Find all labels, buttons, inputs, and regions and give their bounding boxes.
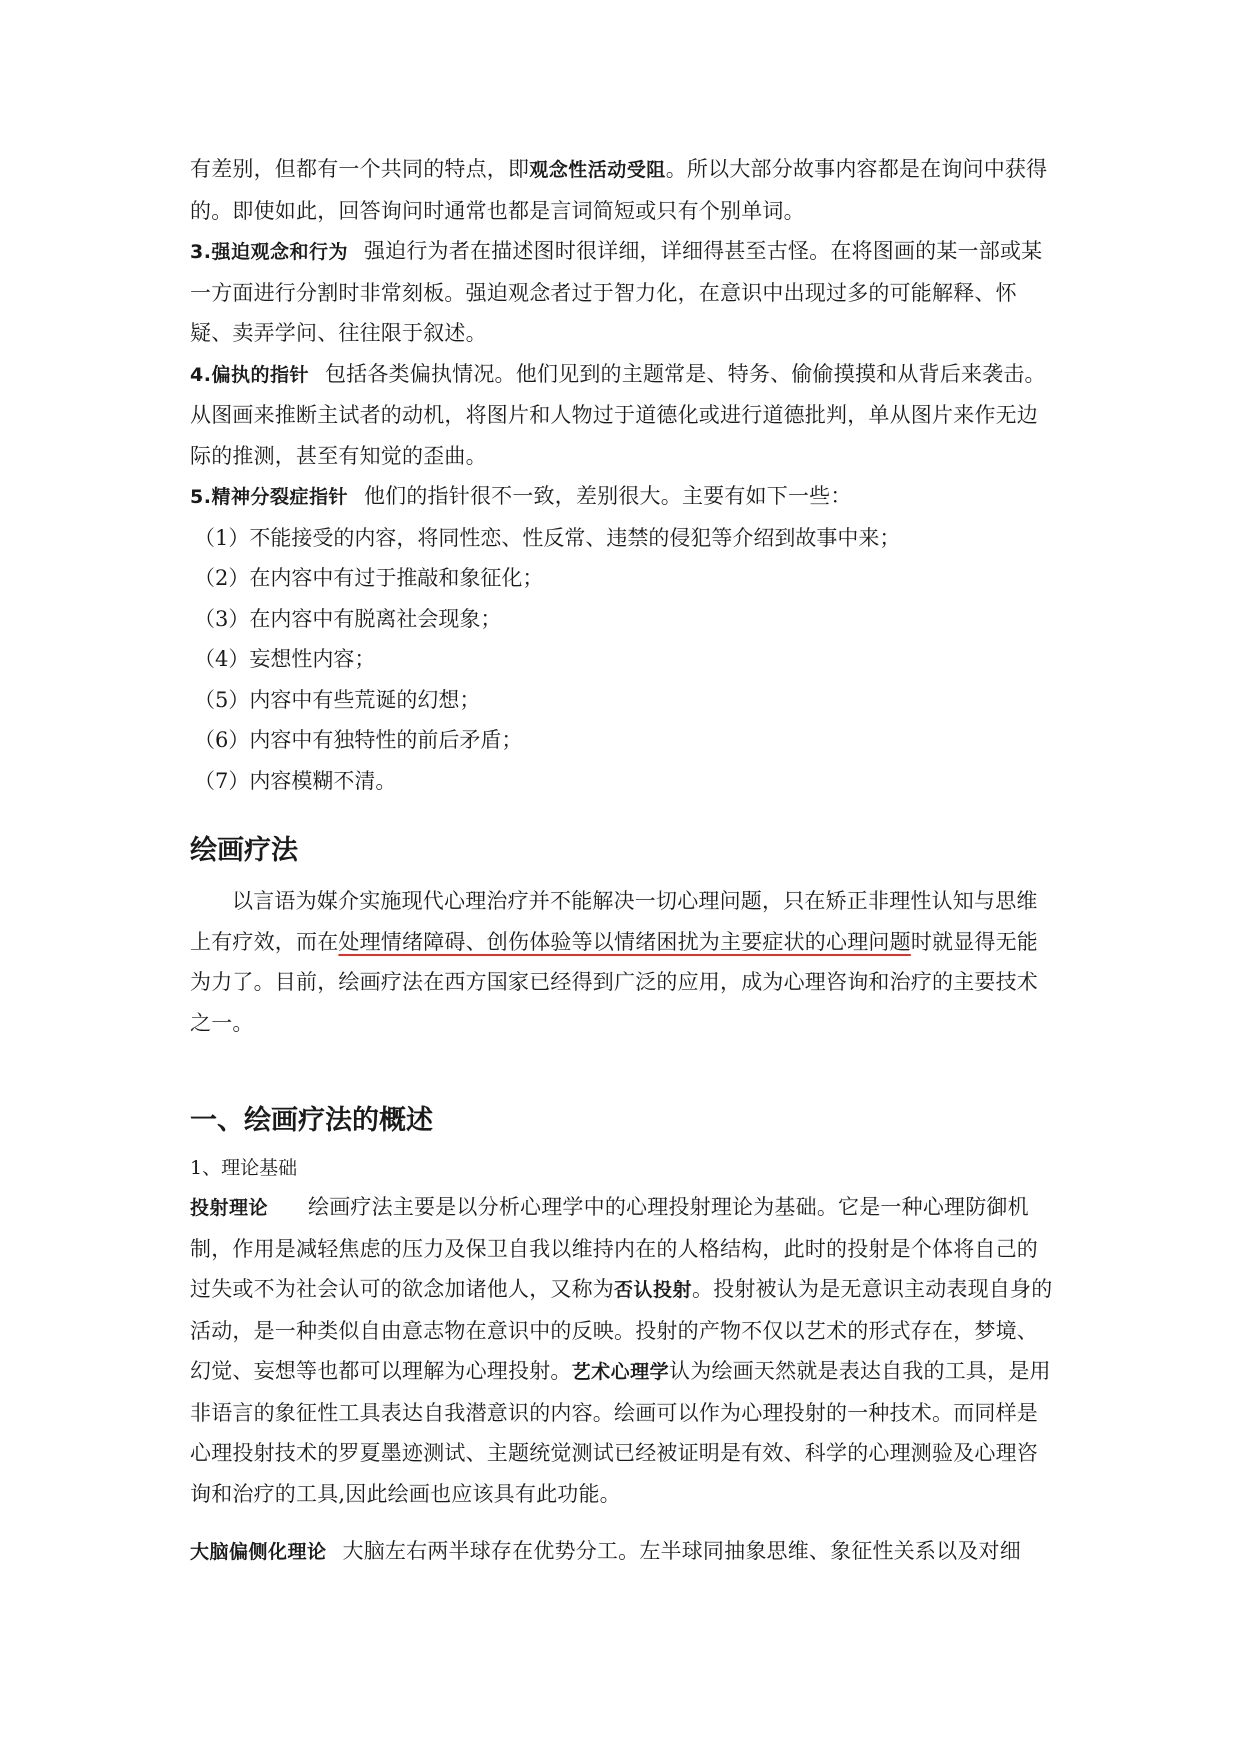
text: 以言语为媒介实施现代心理治疗并不能解决一切心理问题，只在矫正非理性认知与思维上有疗效，而在 xyxy=(190,889,1038,954)
text: 。所以大部分故事内容都是在询问中获得的。即使如此，回答询问时通常也都是言词简短或只有个别单词。 xyxy=(190,157,1048,223)
paragraph-lead: 3.强迫观念和行为 xyxy=(190,241,348,263)
list-item: （6）内容中有独特性的前后矛盾； xyxy=(194,728,523,752)
list-item: （2）在内容中有过于推敲和象征化； xyxy=(194,566,544,590)
text: 有差别，但都有一个共同的特点，即 xyxy=(190,157,530,181)
section-heading: 绘画疗法 xyxy=(190,835,298,866)
text: 强迫行为者在描述图时很详细，详细得甚至古怪。在将图画的某一部或某一方面进行分割时非常刻板。强迫观念者过于智力化，在意识中出现过多的可能解释、怀疑、卖弄学问、往往限于叙述。 xyxy=(190,239,1043,345)
paragraph-lead: 投射理论 xyxy=(190,1197,269,1219)
paragraph-paranoid xyxy=(190,354,1056,477)
list-item: （3）在内容中有脱离社会现象； xyxy=(194,606,502,631)
paragraph-lead: 大脑偏侧化理论 xyxy=(190,1541,327,1563)
list-item: （1）不能接受的内容，将同性恋、性反常、违禁的侵犯等介绍到故事中来； xyxy=(194,525,901,550)
paragraph-schizophrenia xyxy=(190,476,1056,518)
list-item: （4）妄想性内容； xyxy=(194,647,376,671)
paragraph-lead: 4.偏执的指针 xyxy=(190,363,309,386)
list-item: （5）内容中有些荒诞的幻想； xyxy=(194,687,481,712)
bold-term: 否认投射 xyxy=(614,1279,693,1301)
text: 认为绘画天然就是表达自我的工具，是用非语言的象征性工具表达自我潜意识的内容。绘画可以作为心理投射的一种技术。而同样是心理投射技术的罗夏墨迹测试、主题统觉测试已经被证明是有效、科学的心理测验及心理咨询和治疗的工具,因此绘画也应该具有此功能。 xyxy=(190,1359,1051,1506)
subheading: 1、理论基础 xyxy=(190,1157,298,1179)
paragraph-projection xyxy=(190,1187,1056,1514)
text: 大脑左右两半球存在优势分工。左半球同抽象思维、象征性关系以及对细 xyxy=(342,1539,1021,1563)
text: 他们的指针很不一致，差别很大。主要有如下一些： xyxy=(363,484,852,508)
paragraph-brain-lateralization xyxy=(190,1531,1056,1573)
bold-term: 观念性活动受阻 xyxy=(529,159,666,181)
paragraph-lead: 5.精神分裂症指针 xyxy=(190,486,348,508)
list-item: （7）内容模糊不清。 xyxy=(194,768,397,793)
numbered-list xyxy=(190,518,1056,802)
chapter-heading: 一、绘画疗法的概述 xyxy=(190,1105,433,1136)
text: 时就显得无能为力了。目前，绘画疗法在西方国家已经得到广泛的应用，成为心理咨询和治疗的主要技术之一。 xyxy=(190,929,1039,1035)
bold-term: 艺术心理学 xyxy=(571,1361,670,1383)
page-content xyxy=(190,149,1056,1573)
paragraph-obsessive xyxy=(190,231,1056,354)
underlined-text: 处理情绪障碍、创伤体验等以情绪困扰为主要症状的心理问题 xyxy=(338,929,911,954)
text: 包括各类偏执情况。他们见到的主题常是、特务、偷偷摸摸和从背后来袭击。从图画来推断主试者的动机，将图片和人物过于道德化或进行道德批判，单从图片来作无边际的推测，甚至有知觉的歪曲。 xyxy=(190,361,1046,468)
paragraph-continuation xyxy=(190,149,1056,231)
paragraph-intro xyxy=(190,881,1056,1043)
text: 。投射被认为是无意识主动表现自身的活动，是一种类似自由意志物在意识中的反映。投射的产物不仅以艺术的形式存在，梦境、幻觉、妄想等也都可以理解为心理投射。 xyxy=(190,1277,1053,1383)
text: 绘画疗法主要是以分析心理学中的心理投射理论为基础。它是一种心理防御机制，作用是减轻焦虑的压力及保卫自我以维持内在的人格结构，此时的投射是个体将自己的过失或不为社会认可的欲念加诸他人，又称为 xyxy=(190,1195,1038,1301)
